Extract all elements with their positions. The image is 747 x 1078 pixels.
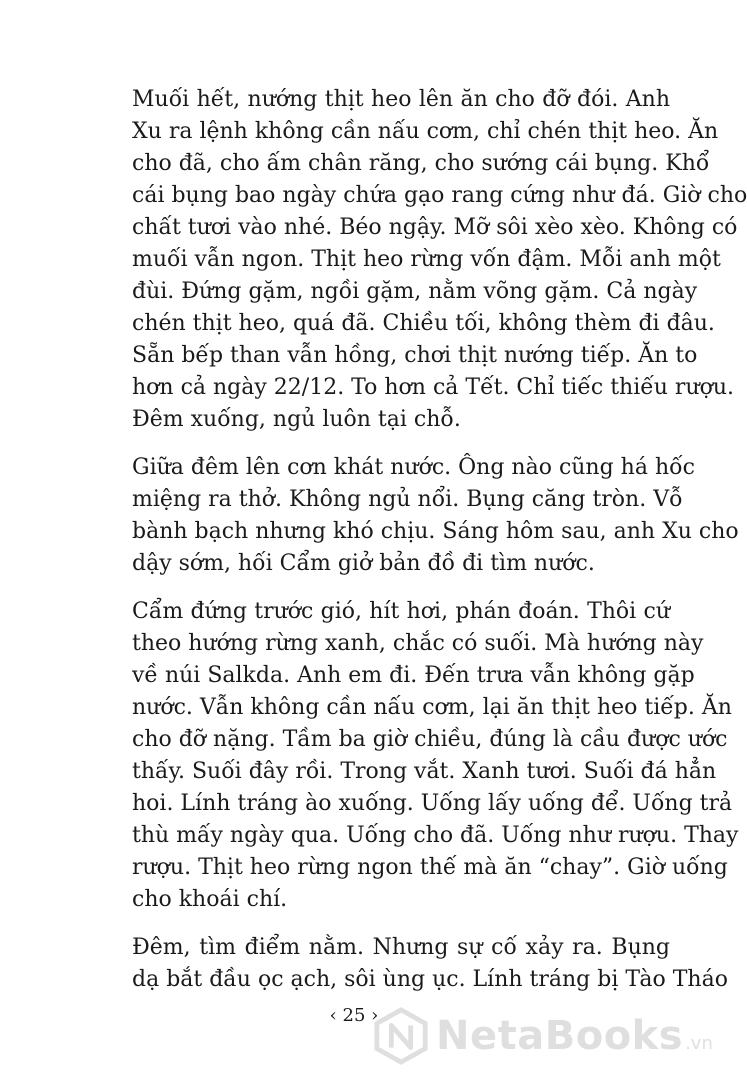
text-line: Cẩm đứng trước gió, hít hơi, phán đoán. Thôi cứ [132,599,670,624]
paragraph-1 [132,84,747,436]
paragraph-4 [132,932,728,996]
paragraph-2 [132,452,739,580]
text-line: chất tươi vào nhé. Béo ngậy. Mỡ sôi xèo xèo. Không có [132,215,738,240]
text-line: Muối hết, nướng thịt heo lên ăn cho đỡ đói. Anh [132,87,670,112]
text-line: thấy. Suối đây rồi. Trong vắt. Xanh tươi. Suối đá hẳn [132,759,717,784]
text-line: nước. Vẫn không cần nấu cơm, lại ăn thịt heo tiếp. Ăn [132,695,732,720]
text-line: chén thịt heo, quá đã. Chiều tối, không thèm đi đâu. [132,311,715,336]
text-line: Xu ra lệnh không cần nấu cơm, chỉ chén thịt heo. Ăn [132,119,719,144]
text-line: hoi. Lính tráng ào xuống. Uống lấy uống để. Uống trả [132,791,733,816]
text-line: Đêm xuống, ngủ luôn tại chỗ. [132,407,461,432]
text-line: dạ bắt đầu ọc ạch, sôi ùng ục. Lính tráng bị Tào Tháo [132,967,728,992]
text-line: về núi Salkda. Anh em đi. Đến trưa vẫn không gặp [132,663,695,688]
text-line: miệng ra thở. Không ngủ nổi. Bụng căng tròn. Vỗ [132,487,683,512]
page-body [132,84,747,1012]
watermark-suffix: .vn [685,1033,713,1054]
paragraph-3 [132,596,739,916]
text-line: hơn cả ngày 22/12. To hơn cả Tết. Chỉ tiếc thiếu rượu. [132,375,735,400]
page-number: ‹ 25 › [329,1005,379,1026]
text-line: Sẵn bếp than vẫn hồng, chơi thịt nướng tiếp. Ăn to [132,343,698,368]
text-line: dậy sớm, hối Cẩm giở bản đồ đi tìm nước. [132,551,595,576]
text-line: Giữa đêm lên cơn khát nước. Ông nào cũng há hốc [132,455,695,480]
text-line: muối vẫn ngon. Thịt heo rừng vốn đậm. Mỗi anh một [132,247,721,272]
text-line: đùi. Đứng gặm, ngồi gặm, nằm võng gặm. Cả ngày [132,279,698,304]
text-line: cái bụng bao ngày chứa gạo rang cứng như đá. Giờ cho [132,183,747,208]
text-line: cho đã, cho ấm chân răng, cho sướng cái bụng. Khổ [132,151,710,176]
text-line: bành bạch nhưng khó chịu. Sáng hôm sau, anh Xu cho [132,519,739,544]
text-line: cho đỡ nặng. Tầm ba giờ chiều, đúng là cầu được ước [132,727,728,752]
text-line: thù mấy ngày qua. Uống cho đã. Uống như rượu. Thay [132,823,739,848]
watermark [372,1008,713,1064]
text-line: Đêm, tìm điểm nằm. Nhưng sự cố xảy ra. Bụng [132,935,670,960]
watermark-text: NetaBooks [436,1013,684,1059]
text-line: rượu. Thịt heo rừng ngon thế mà ăn “chay”. Giờ uống [132,855,728,880]
text-line: cho khoái chí. [132,887,288,912]
text-line: theo hướng rừng xanh, chắc có suối. Mà hướng này [132,631,704,656]
